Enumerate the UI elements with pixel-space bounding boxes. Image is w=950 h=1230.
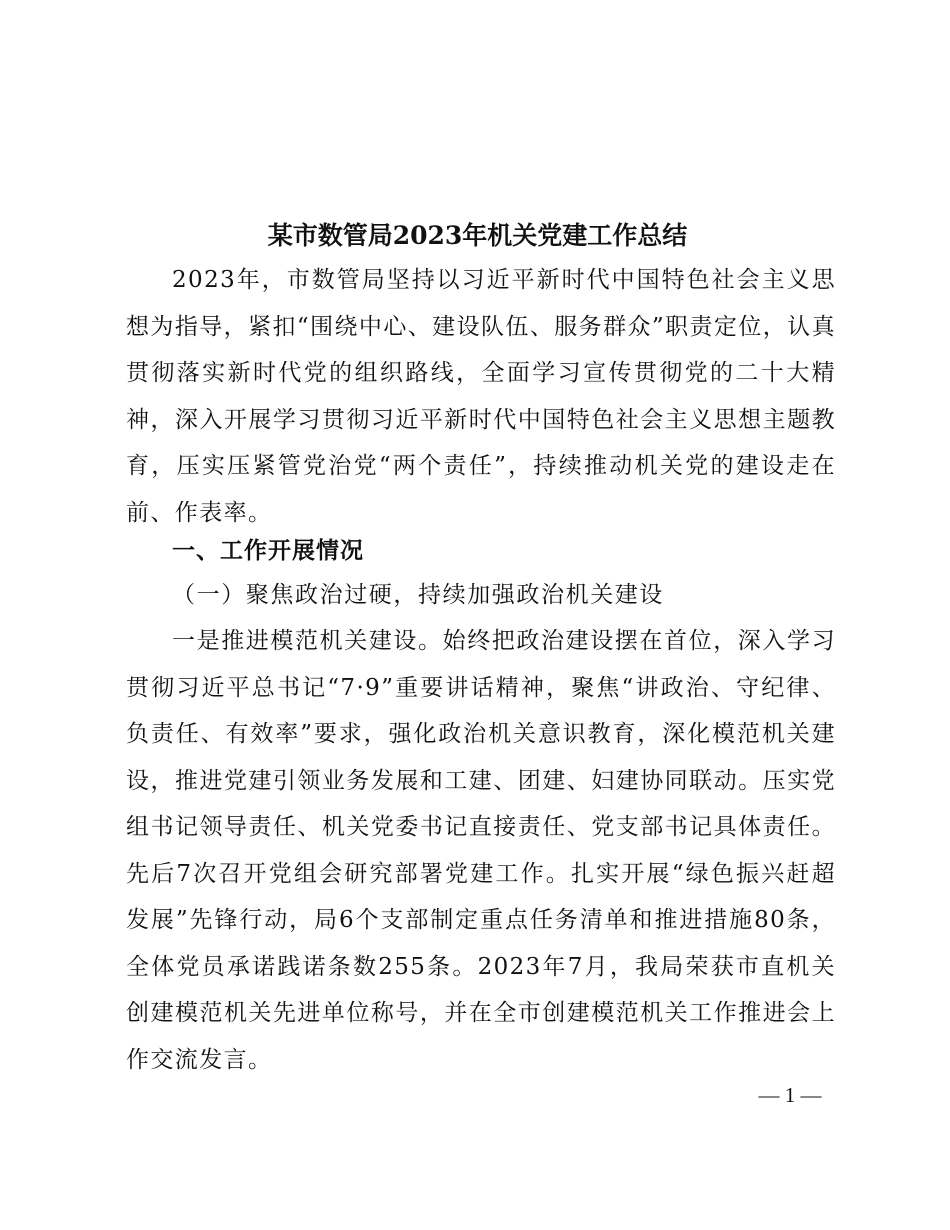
subsection-heading: （一）聚焦政治过硬，持续加强政治机关建设: [172, 582, 664, 608]
point-one-paragraph: [126, 618, 836, 1083]
page-number: — 1 —: [758, 1083, 822, 1107]
intro-paragraph: [126, 257, 836, 536]
point-one-text: 一是推进模范机关建设。始终把政治建设摆在首位，深入学习贯彻习近平总书记“7·9”重要讲话精神，聚焦“讲政治、守纪律、负责任、有效率”要求，强化政治机关意识教育，深化模范机关建设，推进党建引领业务发展和工建、团建、妇建协同联动。压实党组书记领导责任、机关党委书记直接责任、党支部书记具体责任。先后7次召开党组会研究部署党建工作。扎实开展“绿色振兴赶超发展”先锋行动，局6个支部制定重点任务清单和推进措施80条，全体党员承诺践诺条数255条。2023年7月，我局荣获市直机关创建模范机关先进单位称号，并在全市创建模范机关工作推进会上作交流发言。: [126, 628, 836, 1073]
section-heading: 一、工作开展情况: [172, 538, 364, 564]
document-title: 某市数管局2023年机关党建工作总结: [267, 221, 688, 250]
intro-text: 2023年，市数管局坚持以习近平新时代中国特色社会主义思想为指导，紧扣“围绕中心、建设队伍、服务群众”职责定位，认真贯彻落实新时代党的组织路线，全面学习宣传贯彻党的二十大精神，深入开展学习贯彻习近平新时代中国特色社会主义思想主题教育，压实压紧管党治党“两个责任”，持续推动机关党的建设走在前、作表率。: [126, 267, 836, 526]
